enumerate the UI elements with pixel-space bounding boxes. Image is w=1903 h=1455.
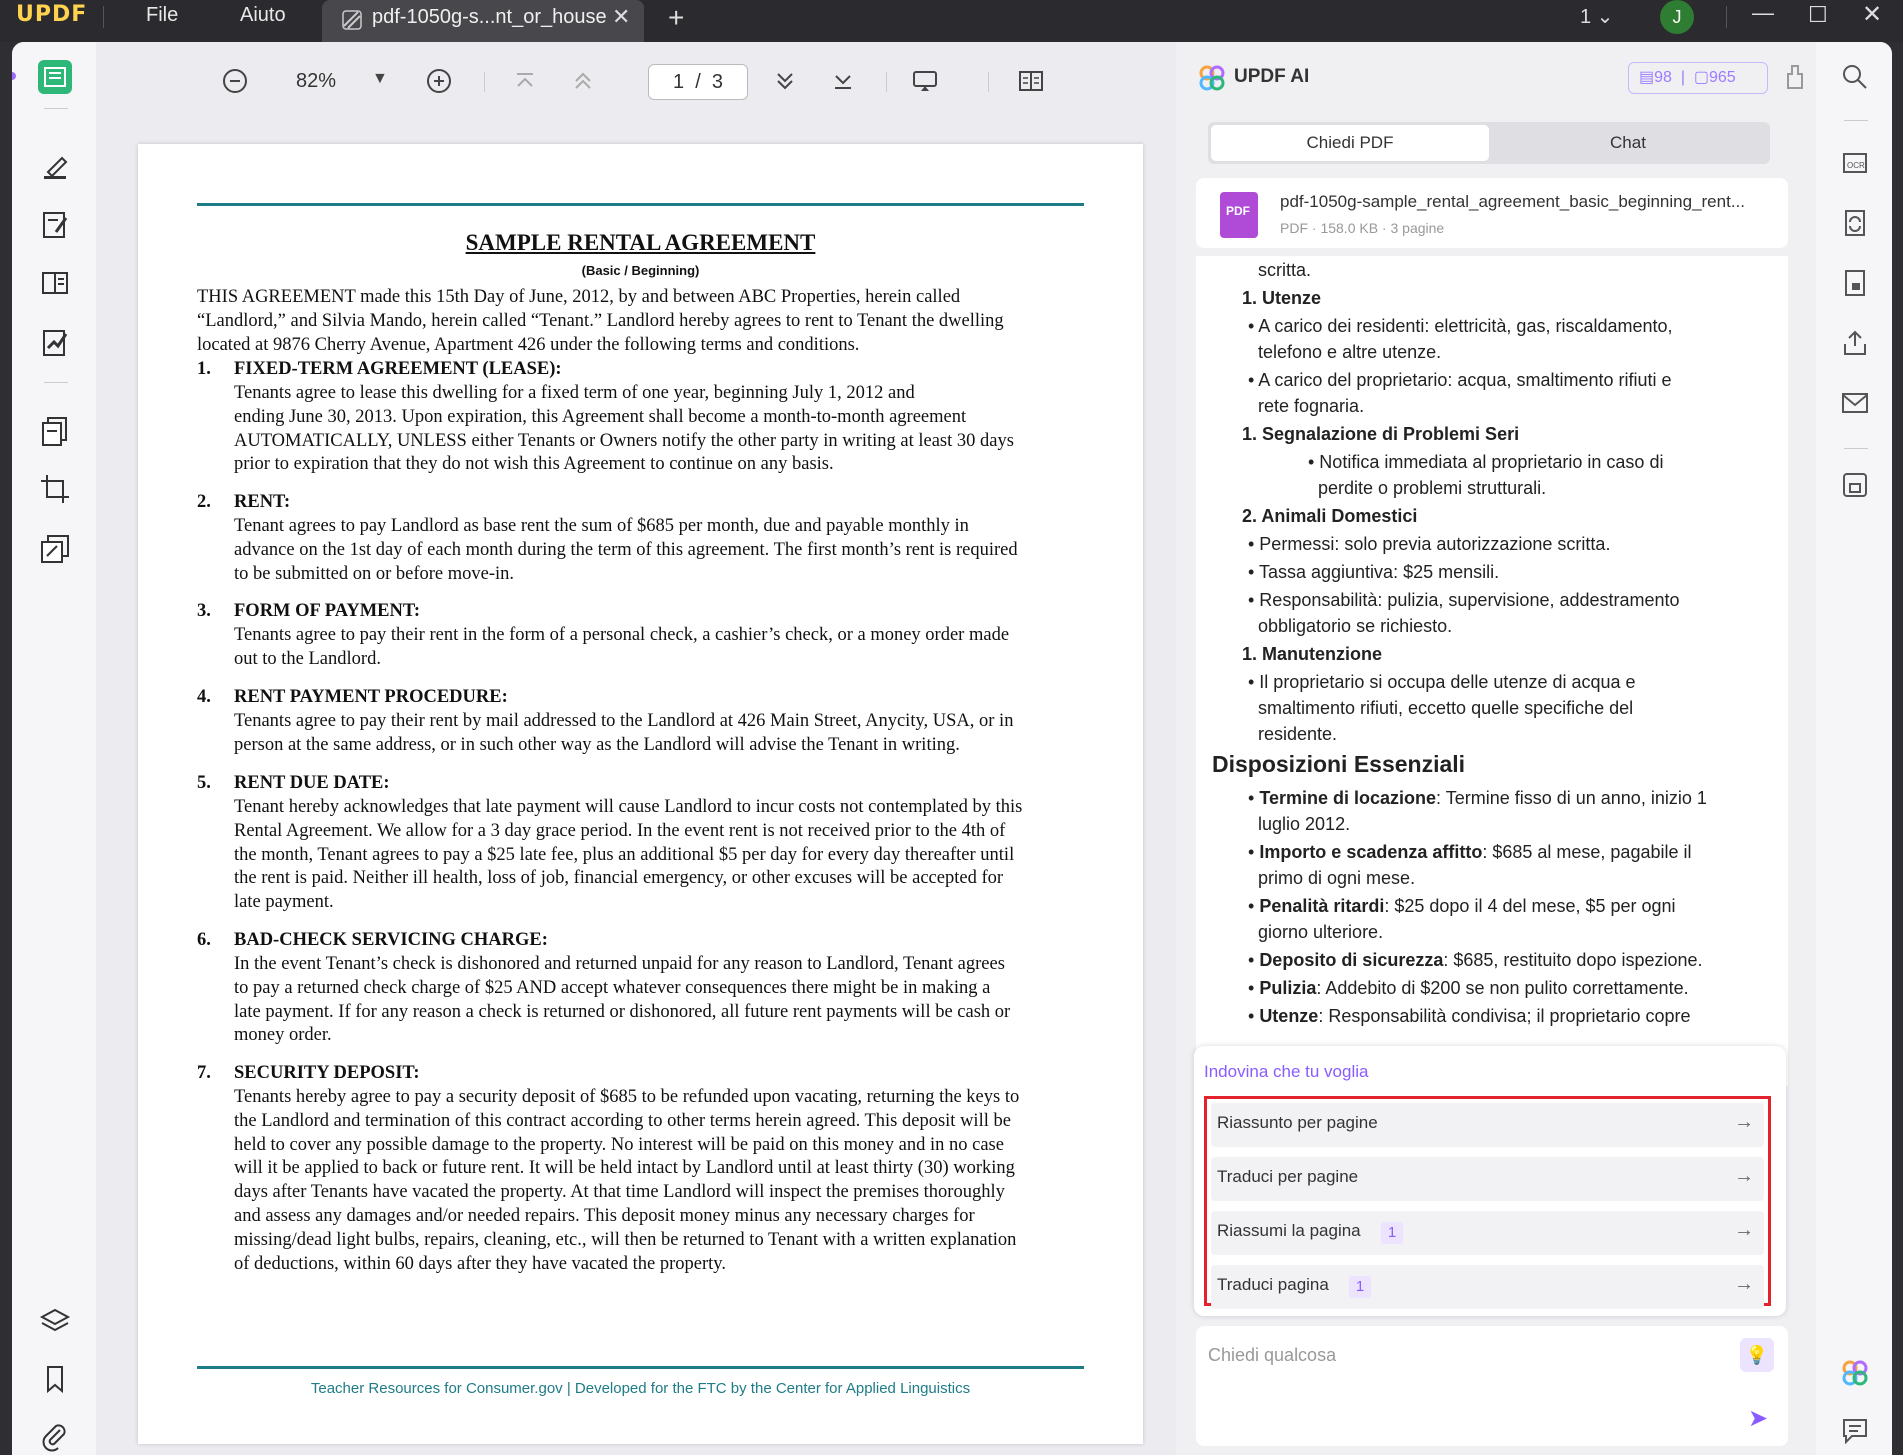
arrow-right-icon: →: [1734, 1111, 1754, 1133]
section-heading: SECURITY DEPOSIT:: [234, 1063, 420, 1083]
search-icon[interactable]: [1840, 62, 1870, 92]
suggestions-popup: [1194, 1046, 1786, 1316]
intro-paragraph: [197, 286, 1087, 357]
text-line: In the event Tenant’s check is dishonored and returned unpaid for any reason to Landlord, Tenant agrees: [234, 954, 1005, 974]
close-window-icon[interactable]: ✕: [1862, 1, 1883, 28]
suggestions-title: Indovina che tu voglia: [1204, 1062, 1369, 1081]
text-line: Tenants agree to pay their rent by mail addressed to the Landlord at 426 Main Street, Anycity, USA, or in: [234, 711, 1014, 731]
text-line: and assess any damages and/or needed repairs. This deposit money minus any necessary charges for: [234, 1205, 975, 1226]
pdf-credit-icon: ▤: [1639, 69, 1655, 86]
ai-mode-switch: [1208, 122, 1770, 164]
pdf-page: [138, 144, 1143, 1444]
text-line: Tenant hereby acknowledges that late payment will cause Landlord to incur costs not contemplated by this: [234, 797, 1023, 817]
chat-line: • Tassa aggiuntiva: $25 mensili.: [1248, 562, 1500, 582]
page-footer: Teacher Resources for Consumer.gov | Developed for the FTC by the Center for Applied Linguistics: [310, 1380, 971, 1397]
section-number: 6.: [197, 930, 211, 950]
divider: [1726, 6, 1727, 28]
first-page-icon[interactable]: [512, 68, 538, 100]
section-heading: BAD-CHECK SERVICING CHARGE:: [234, 930, 548, 950]
section-number: 4.: [197, 687, 211, 707]
divider: [886, 72, 887, 92]
document-tab[interactable]: [322, 0, 644, 42]
crop-icon[interactable]: [38, 472, 72, 506]
highlight-box: [1204, 1096, 1771, 1306]
ai-title: UPDF AI: [1234, 66, 1310, 87]
section-heading: RENT:: [234, 492, 291, 512]
file-card[interactable]: [1196, 178, 1788, 248]
convert-icon[interactable]: [1840, 208, 1870, 238]
chat-credits: 965: [1708, 69, 1736, 86]
text-line: THIS AGREEMENT made this 15th Day of June, 2012, by and between ABC Properties, herein called: [197, 287, 961, 307]
text-line: person at the same address, or in such other way as the Landlord will advise the Tenant in writing.: [234, 734, 960, 755]
pdf-credits: 98: [1654, 69, 1672, 86]
chat-line: • Deposito di sicurezza: $685, restituito dopo ispezione.: [1248, 950, 1703, 970]
tools-icon[interactable]: [38, 532, 72, 566]
viewer-toolbar: [96, 42, 1176, 122]
suggestion-label: Riassunto per pagine: [1217, 1113, 1378, 1132]
chat-heading: 1. Manutenzione: [1242, 644, 1383, 664]
minimize-icon[interactable]: —: [1752, 0, 1774, 25]
section-heading: FIXED-TERM AGREEMENT (LEASE):: [234, 359, 562, 379]
suggestion-translate-page[interactable]: [1211, 1265, 1764, 1309]
chat-line: primo di ogni mese.: [1258, 868, 1416, 888]
chat-line: telefono e altre utenze.: [1258, 342, 1442, 362]
text-line: of deductions, within 60 days after they have vacated the property.: [234, 1253, 726, 1274]
section-body: [234, 953, 1084, 1048]
section-number: 3.: [197, 601, 211, 621]
file-name: pdf-1050g-sample_rental_agreement_basic_beginning_rent...: [1280, 192, 1745, 211]
page-badge[interactable]: 1: [1381, 1222, 1403, 1244]
document-subtitle: (Basic / Beginning): [581, 263, 700, 278]
right-toolbar: [1816, 42, 1892, 1455]
text-line: ending June 30, 2013. Upon expiration, this Agreement shall become a month-to-month agreement: [234, 406, 967, 427]
text-line: held to cover any possible damage to the property. No interest will be paid on this money and in no case: [234, 1134, 1004, 1155]
divider: [484, 72, 485, 92]
clear-icon[interactable]: [1784, 64, 1806, 95]
text-line: Tenants agree to pay their rent in the form of a personal check, a cashier’s check, or a money order made: [234, 625, 1010, 645]
share-icon[interactable]: [1840, 328, 1870, 358]
text-line: out to the Landlord.: [234, 648, 381, 669]
section-number: 5.: [197, 773, 211, 793]
section-body: [234, 624, 1084, 672]
chat-line: giorno ulteriore.: [1258, 922, 1384, 942]
zoom-out-icon[interactable]: [222, 68, 248, 100]
ai-response: [1196, 256, 1788, 1086]
document-tab-icon: [340, 8, 364, 32]
text-line: to pay a returned check charge of $25 AND accept whatever consequences there might be in making a: [234, 977, 991, 998]
page-layout-icon[interactable]: [38, 266, 72, 300]
pdf-file-icon: PDF: [1220, 192, 1258, 238]
chat-line: obbligatorio se richiesto.: [1258, 616, 1453, 636]
arrow-right-icon: →: [1734, 1219, 1754, 1241]
divider: [1844, 448, 1868, 449]
email-icon[interactable]: [1840, 388, 1870, 418]
divider: [988, 72, 989, 92]
page-number-input[interactable]: 1 / 3: [648, 64, 748, 100]
menu-file[interactable]: File: [146, 4, 179, 26]
chat-line: • Il proprietario si occupa delle utenze di acqua e: [1248, 672, 1636, 692]
text-line: days after Tenants have vacated the property. At that time Landlord will inspect the premises thoroughly: [234, 1182, 1005, 1203]
comment-list-icon[interactable]: [1840, 1416, 1870, 1446]
section-body: [234, 382, 1084, 477]
text-line: Tenant agrees to pay Landlord as base rent the sum of $685 per month, due and payable monthly in: [234, 516, 969, 536]
comment-highlight-icon[interactable]: [38, 148, 72, 182]
chat-heading: 1. Segnalazione di Problemi Seri: [1242, 424, 1520, 444]
maximize-icon[interactable]: ☐: [1808, 2, 1828, 27]
section-body: [234, 710, 1084, 758]
text-line: late payment.: [234, 892, 334, 913]
zoom-level[interactable]: 82%: [296, 70, 337, 92]
ai-panel: [1176, 42, 1816, 1455]
chat-line: • Permessi: solo previa autorizzazione scritta.: [1248, 534, 1611, 554]
previous-page-icon[interactable]: [570, 68, 596, 100]
section-heading: RENT PAYMENT PROCEDURE:: [234, 687, 508, 707]
suggestion-summarize-by-pages[interactable]: [1211, 1103, 1764, 1147]
text-line: to be submitted on or before move-in.: [234, 563, 515, 584]
section-body: [234, 1086, 1084, 1276]
suggestion-label: Traduci per pagine: [1217, 1167, 1359, 1186]
updf-ai-icon[interactable]: [1840, 1358, 1870, 1388]
section-body: [234, 515, 1084, 586]
text-line: late payment. If for any reason a check is returned or dishonored, all future rent payments will be cash or: [234, 1001, 1011, 1022]
fill-sign-icon[interactable]: [38, 326, 72, 360]
updf-logo[interactable]: UPDF: [16, 2, 88, 27]
left-toolbar: [12, 42, 96, 1455]
chat-line: • Importo e scadenza affitto: $685 al mese, pagabile il: [1248, 842, 1692, 862]
divider: [1844, 120, 1868, 121]
text-line: advance on the 1st day of each month during the term of this agreement. The first month’s rent is required: [234, 539, 1018, 560]
divider: [44, 108, 68, 109]
text-line: Tenants hereby agree to pay a security deposit of $685 to be refunded upon vacating, returning the keys to: [234, 1087, 1020, 1107]
chat-line: • Responsabilità: pulizia, supervisione, addestramento: [1248, 590, 1680, 610]
text-line: AUTOMATICALLY, UNLESS either Tenants or Owners notify the other party in writing at least 30 days: [234, 430, 1014, 451]
chat-line: luglio 2012.: [1258, 814, 1351, 834]
text-line: Rental Agreement. We allow for a 3 day grace period. In the event rent is not received prior to the 4th of: [234, 820, 1006, 841]
notification-dot: [12, 72, 16, 80]
page-badge[interactable]: 1: [1349, 1276, 1371, 1298]
arrow-right-icon: →: [1734, 1165, 1754, 1187]
chat-line: smaltimento rifiuti, eccetto quelle specifiche del: [1258, 698, 1634, 718]
chat-heading: 1. Utenze: [1242, 288, 1322, 308]
divider: [44, 382, 68, 383]
text-line: prior to expiration that they do not wish this Agreement to continue on any basis.: [234, 454, 834, 475]
arrow-right-icon: →: [1734, 1273, 1754, 1295]
suggestion-translate-by-pages[interactable]: [1211, 1157, 1764, 1201]
ocr-icon[interactable]: [1840, 148, 1870, 178]
text-line: the Landlord and termination of this contract according to other terms herein agreed. This deposit will be: [234, 1110, 1011, 1131]
text-line: will it be applied to back or future rent. It will be held intact by Landlord until at least thirty (30) working: [234, 1158, 1015, 1179]
chat-line: • A carico del proprietario: acqua, smaltimento rifiuti e: [1248, 370, 1672, 390]
chat-line: • Utenze: Responsabilità condivisa; il proprietario copre: [1248, 1006, 1691, 1026]
avatar[interactable]: J: [1660, 0, 1694, 34]
text-line: Tenants agree to lease this dwelling for a fixed term of one year, beginning July 1, 2012 and: [234, 383, 915, 403]
edit-pdf-icon[interactable]: [38, 208, 72, 242]
document-title: SAMPLE RENTAL AGREEMENT: [465, 230, 816, 255]
text-line: “Landlord,” and Silvia Mando, herein called “Tenant.” Landlord hereby agrees to rent to Tenant the dwelling: [197, 310, 1004, 331]
section-heading: FORM OF PAYMENT:: [234, 601, 421, 621]
zoom-in-icon[interactable]: [426, 68, 452, 100]
chat-line: • Termine di locazione: Termine fisso di un anno, inizio 1: [1248, 788, 1707, 808]
close-tab-icon[interactable]: ✕: [612, 4, 631, 29]
suggestion-label: Traduci pagina: [1217, 1275, 1329, 1294]
chat-credit-icon: ▢: [1693, 69, 1709, 86]
header-rule: [197, 203, 1084, 206]
text-line: the rent is paid. Neither ill health, loss of job, financial emergency, or other excuses will be accepted for: [234, 868, 1004, 889]
send-icon[interactable]: ➤: [1748, 1405, 1769, 1432]
chat-line: • Penalità ritardi: $25 dopo il 4 del mese, $5 per ogni: [1248, 896, 1676, 916]
tab-chat[interactable]: Chat: [1610, 133, 1646, 152]
new-tab-icon[interactable]: +: [668, 2, 685, 33]
chat-line: residente.: [1258, 724, 1338, 744]
window-count[interactable]: 1 ⌄: [1580, 6, 1614, 28]
chat-section-heading: Disposizioni Essenziali: [1212, 751, 1466, 777]
suggestion-label: Riassumi la pagina: [1217, 1221, 1361, 1240]
chat-line: scritta.: [1258, 260, 1312, 280]
credits-badge[interactable]: ▤98 | ▢965: [1628, 62, 1768, 94]
next-page-icon[interactable]: [772, 68, 798, 100]
section-number: 1.: [197, 359, 211, 379]
last-page-icon[interactable]: [830, 68, 856, 100]
protect-icon[interactable]: [1840, 268, 1870, 298]
chat-line: • A carico dei residenti: elettricità, gas, riscaldamento,: [1248, 316, 1673, 336]
section-heading: RENT DUE DATE:: [234, 773, 390, 793]
suggestion-summarize-page[interactable]: [1211, 1211, 1764, 1255]
ask-input[interactable]: [1208, 1340, 1708, 1370]
updf-ai-logo-icon: [1198, 64, 1226, 92]
text-line: missing/dead light bulbs, repairs, cleaning, etc., will then be returned to Tenant with a written explanation: [234, 1229, 1017, 1250]
chat-line: perdite o problemi strutturali.: [1318, 478, 1547, 498]
page-display-icon[interactable]: [1018, 68, 1044, 100]
section-number: 2.: [197, 492, 211, 512]
layers-icon[interactable]: [38, 1304, 72, 1338]
file-meta: PDF · 158.0 KB · 3 pagine: [1280, 220, 1445, 236]
text-line: the month, Tenant agrees to pay a $25 late fee, plus an additional $5 per day for every day thereafter until: [234, 844, 1015, 865]
organize-pages-icon[interactable]: [38, 414, 72, 448]
text-line: located at 9876 Cherry Avenue, Apartment 426 under the following terms and conditions.: [197, 334, 860, 355]
chat-line: rete fognaria.: [1258, 396, 1365, 416]
chat-line: • Pulizia: Addebito di $200 se non pulito correttamente.: [1248, 978, 1689, 998]
prompt-ideas-icon[interactable]: 💡: [1740, 1338, 1774, 1372]
section-number: 7.: [197, 1063, 211, 1083]
attachment-icon[interactable]: [38, 1420, 72, 1454]
pdf-viewer: [96, 42, 1176, 1455]
bookmark-icon[interactable]: [38, 1362, 72, 1396]
footer-rule: [197, 1366, 1084, 1369]
chat-line: • Notifica immediata al proprietario in caso di: [1308, 452, 1664, 472]
slideshow-icon[interactable]: [912, 68, 938, 100]
tab-title: pdf-1050g-s...nt_or_house: [372, 6, 607, 28]
text-line: money order.: [234, 1025, 332, 1046]
menu-help[interactable]: Aiuto: [240, 4, 286, 26]
zoom-dropdown-icon[interactable]: ▼: [372, 70, 388, 87]
save-icon[interactable]: [1840, 470, 1870, 500]
svg-text:OCR: OCR: [1847, 161, 1865, 170]
reader-mode-icon[interactable]: [38, 60, 72, 94]
tab-ask-pdf[interactable]: Chiedi PDF: [1211, 125, 1489, 161]
ask-box: [1196, 1326, 1788, 1446]
divider: [103, 6, 104, 28]
app-window: [12, 42, 1892, 1455]
section-body: [234, 796, 1084, 915]
title-bar: [0, 0, 1903, 42]
chat-heading: 2. Animali Domestici: [1242, 506, 1418, 526]
